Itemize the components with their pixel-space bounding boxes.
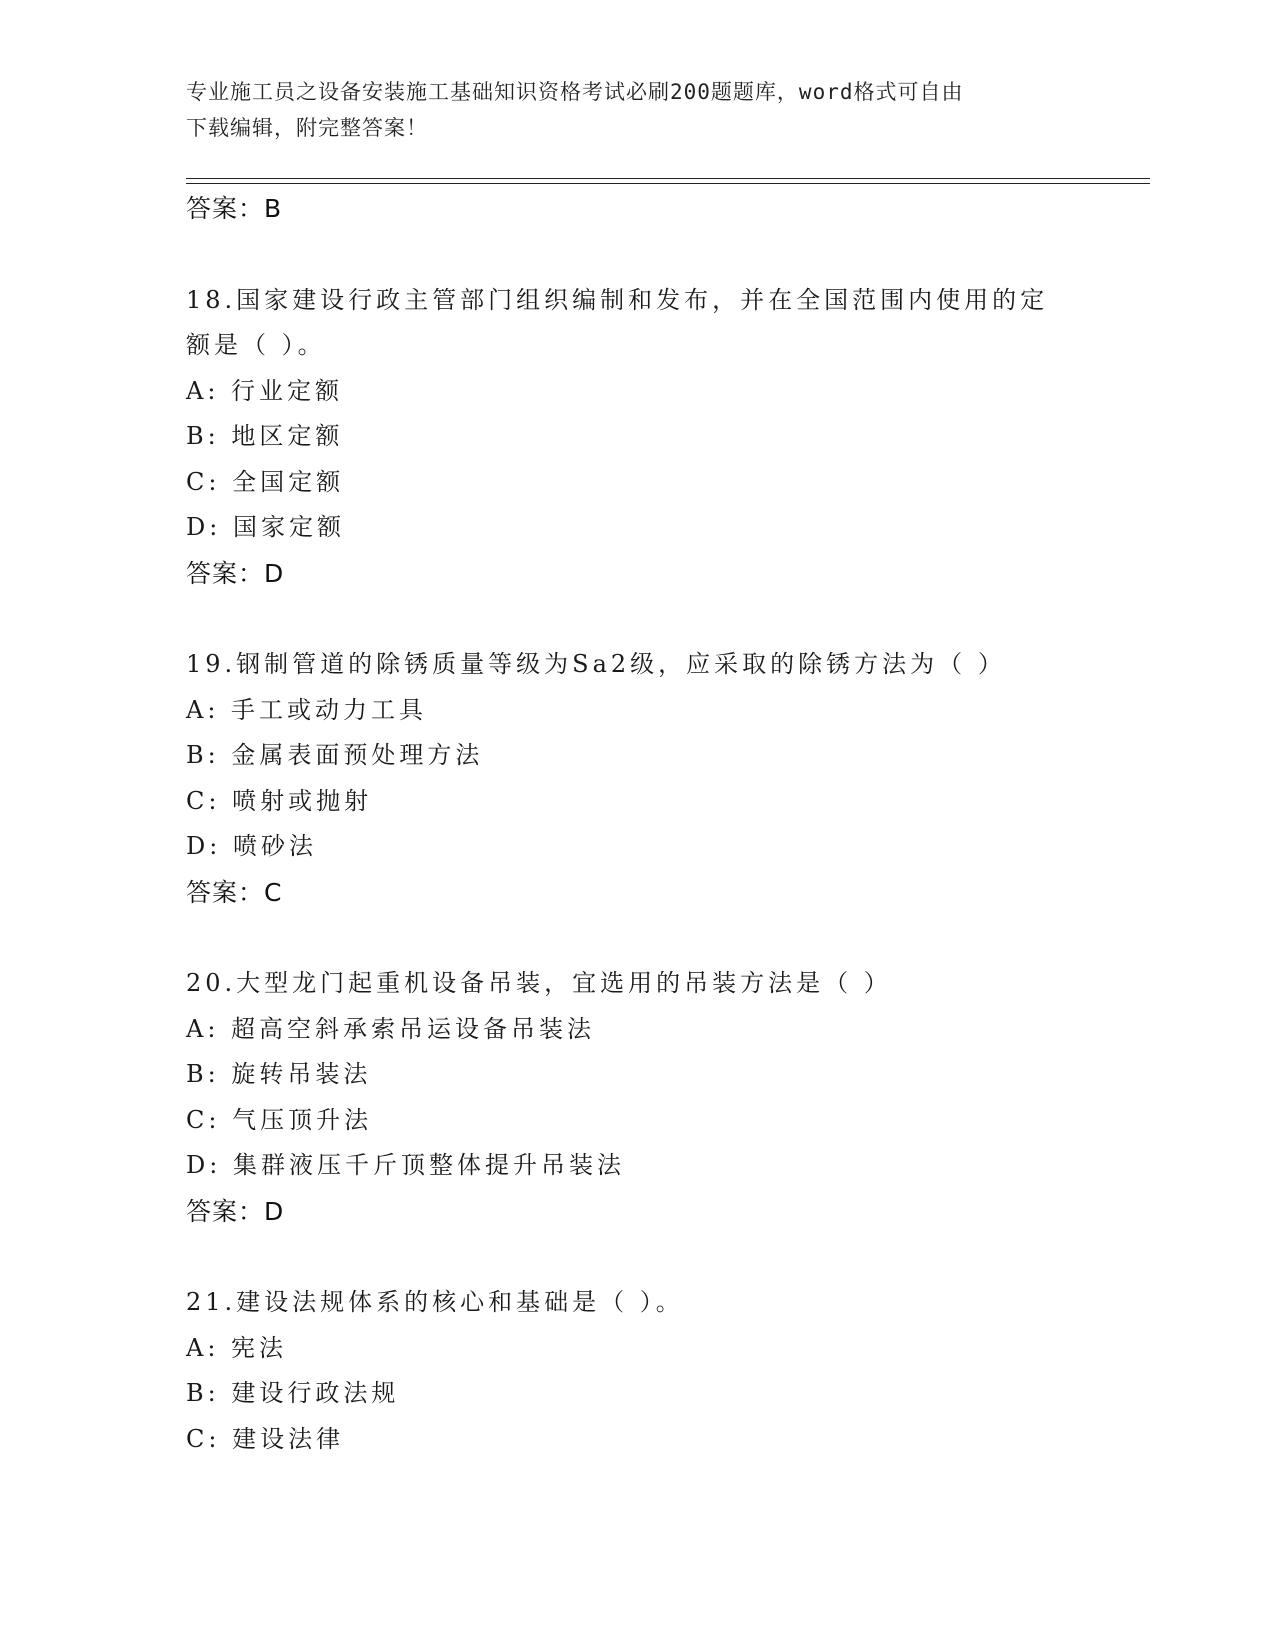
question-text-cont: 额是（ ）。 (186, 331, 326, 359)
option-c: C: 气压顶升法 (186, 1105, 373, 1134)
header-rule-thin (186, 183, 1150, 184)
question-text: 21.建设法规体系的核心和基础是（ ）。 (186, 1288, 684, 1316)
header-rule-thick (186, 178, 1150, 179)
answer-line: 答案：D (186, 1196, 285, 1226)
question-text: 19.钢制管道的除锈质量等级为Sa2级，应采取的除锈方法为（ ） (186, 650, 1006, 678)
question-18 (186, 278, 1086, 597)
document-header (186, 74, 1066, 146)
document-body (186, 186, 1086, 1462)
option-c: C: 建设法律 (186, 1424, 345, 1453)
option-d: D: 喷砂法 (186, 832, 317, 860)
option-b: B: 金属表面预处理方法 (186, 741, 484, 769)
question-text: 20.大型龙门起重机设备吊装，宜选用的吊装方法是（ ） (186, 969, 892, 997)
option-c: C: 喷射或抛射 (186, 786, 373, 815)
answer-line: 答案：C (186, 877, 283, 907)
option-a: A: 手工或动力工具 (186, 695, 428, 724)
option-d: D: 国家定额 (186, 513, 345, 541)
option-c: C: 全国定额 (186, 467, 345, 496)
option-b: B: 旋转吊装法 (186, 1060, 372, 1088)
option-b: B: 地区定额 (186, 422, 344, 450)
header-line-2: 下载编辑，附完整答案！ (186, 116, 428, 140)
answer-line: 答案：B (186, 194, 283, 223)
option-b: B: 建设行政法规 (186, 1379, 400, 1407)
question-text: 18.国家建设行政主管部门组织编制和发布，并在全国范围内使用的定 (186, 285, 1049, 314)
answer-line: 答案：D (186, 558, 285, 588)
option-d: D: 集群液压千斤顶整体提升吊装法 (186, 1151, 625, 1179)
option-a: A: 行业定额 (186, 376, 344, 405)
question-20 (186, 961, 1086, 1234)
question-21 (186, 1280, 1086, 1462)
option-a: A: 超高空斜承索吊运设备吊装法 (186, 1014, 596, 1043)
header-line-1: 专业施工员之设备安装施工基础知识资格考试必刷200题题库，word格式可自由 (186, 80, 964, 104)
question-19 (186, 642, 1086, 915)
option-a: A: 宪法 (186, 1333, 288, 1362)
